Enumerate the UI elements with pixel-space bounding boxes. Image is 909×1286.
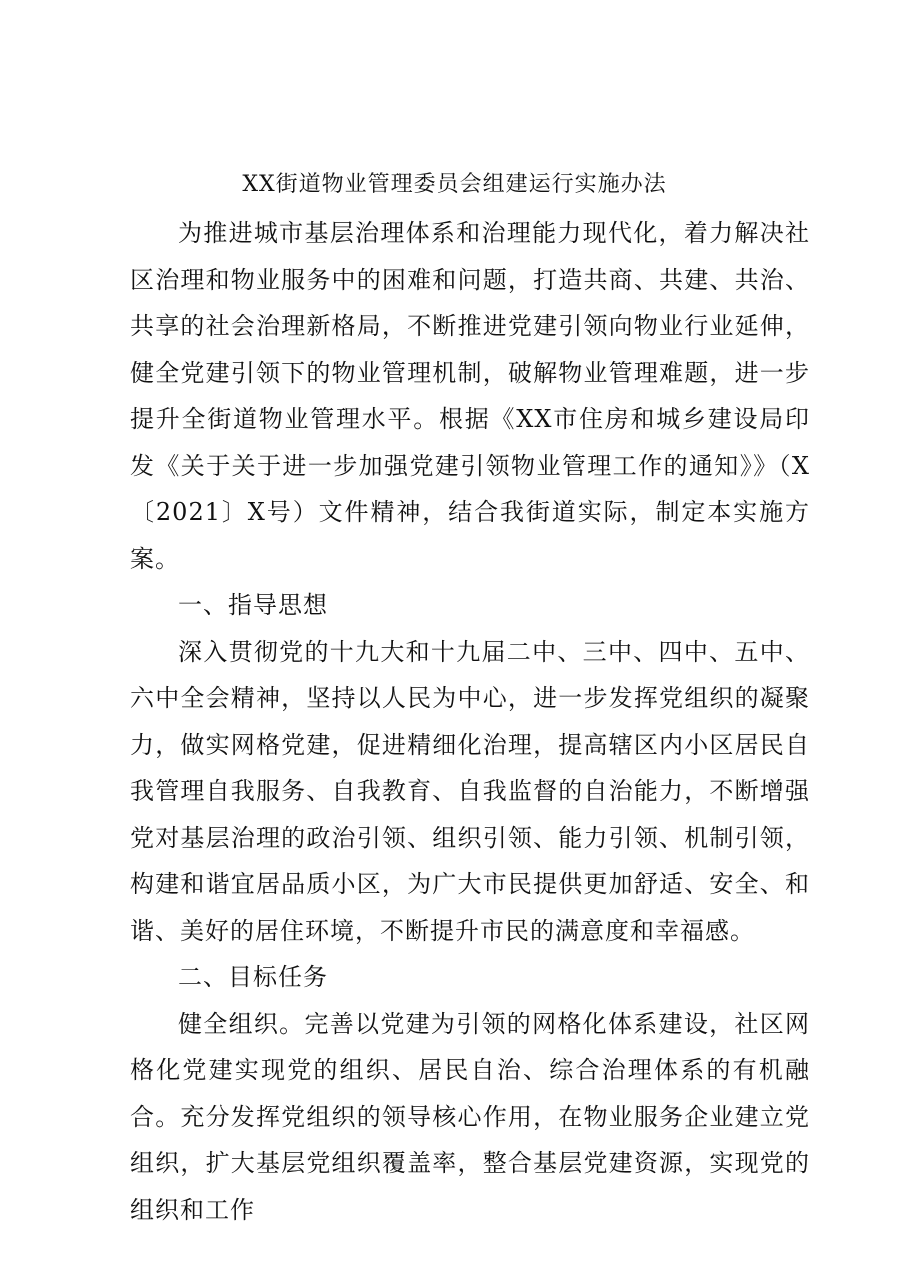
document-title: XX街道物业管理委员会组建运行实施办法 bbox=[242, 172, 667, 197]
intro-paragraph: 为推进城市基层治理体系和治理能力现代化，着力解决社区治理和物业服务中的困难和问题，打造共商、共建、共治、共享的社会治理新格局，不断推进党建引领向物业行业延伸，健全党建引领下的物业管理机制，破解物业管理难题，进一步提升全街道物业管理水平。根据《XX市住房和城乡建设局印发《关于关于进一步加强党建引领物业管理工作的通知》》（X〔2021〕X号）文件精神，结合我街道实际，制定本实施方案。 bbox=[130, 219, 810, 573]
guiding-ideology-paragraph: 深入贯彻党的十九大和十九届二中、三中、四中、五中、六中全会精神，坚持以人民为中心，进一步发挥党组织的凝聚力，做实网格党建，促进精细化治理，提高辖区内小区居民自我管理自我服务、自我教育、自我监督的自治能力，不断增强党对基层治理的政治引领、组织引领、能力引领、机制引领，构建和谐宜居品质小区，为广大市民提供更加舒适、安全、和谐、美好的居住环境，不断提升市民的满意度和幸福感。 bbox=[130, 637, 810, 945]
goals-tasks-paragraph: 健全组织。完善以党建为引领的网格化体系建设，社区网格化党建实现党的组织、居民自治、综合治理体系的有机融合。充分发挥党组织的领导核心作用，在物业服务企业建立党组织，扩大基层党组织覆盖率，整合基层党建资源，实现党的组织和工作 bbox=[130, 1009, 810, 1224]
document-body bbox=[130, 210, 810, 1233]
section-heading-guiding-ideology: 一、指导思想 bbox=[178, 591, 328, 619]
section-heading-goals-tasks: 二、目标任务 bbox=[178, 963, 328, 991]
